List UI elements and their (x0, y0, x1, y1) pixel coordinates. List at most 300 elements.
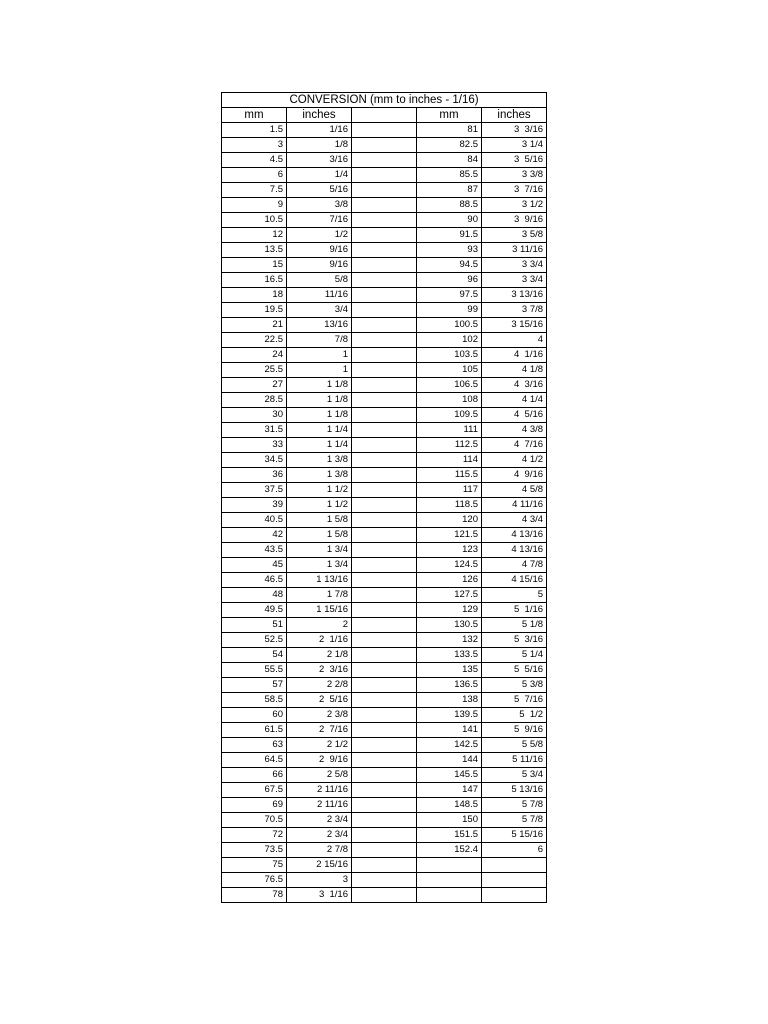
right-mm-cell (417, 888, 482, 903)
gap-cell (352, 198, 417, 213)
left-mm-cell: 28.5 (222, 393, 287, 408)
gap-cell (352, 633, 417, 648)
right-mm-cell: 90 (417, 213, 482, 228)
header-inches-right: inches (482, 108, 547, 123)
left-inches-cell: 1 1/8 (287, 378, 352, 393)
table-row (222, 798, 547, 813)
left-mm-cell: 19.5 (222, 303, 287, 318)
left-inches-cell: 11/16 (287, 288, 352, 303)
left-inches-cell: 2 3/8 (287, 708, 352, 723)
left-mm-cell: 66 (222, 768, 287, 783)
left-inches-cell: 1 (287, 348, 352, 363)
gap-cell (352, 393, 417, 408)
gap-cell (352, 438, 417, 453)
table-row (222, 423, 547, 438)
right-mm-cell: 117 (417, 483, 482, 498)
left-inches-cell: 2 7/8 (287, 843, 352, 858)
table-row (222, 618, 547, 633)
left-inches-cell: 2 3/4 (287, 828, 352, 843)
gap-cell (352, 798, 417, 813)
table-row (222, 453, 547, 468)
left-mm-cell: 37.5 (222, 483, 287, 498)
right-inches-cell: 5 5/8 (482, 738, 547, 753)
left-mm-cell: 36 (222, 468, 287, 483)
right-inches-cell (482, 873, 547, 888)
right-mm-cell: 124.5 (417, 558, 482, 573)
left-inches-cell: 2 (287, 618, 352, 633)
left-inches-cell: 7/8 (287, 333, 352, 348)
table-row (222, 558, 547, 573)
gap-cell (352, 648, 417, 663)
gap-cell (352, 828, 417, 843)
right-inches-cell: 4 7/16 (482, 438, 547, 453)
gap-cell (352, 333, 417, 348)
gap-cell (352, 363, 417, 378)
left-mm-cell: 21 (222, 318, 287, 333)
left-inches-cell: 2 1/2 (287, 738, 352, 753)
table-row (222, 693, 547, 708)
right-mm-cell: 133.5 (417, 648, 482, 663)
left-mm-cell: 15 (222, 258, 287, 273)
right-inches-cell: 4 3/4 (482, 513, 547, 528)
table-row (222, 318, 547, 333)
right-mm-cell: 81 (417, 123, 482, 138)
right-inches-cell: 4 1/16 (482, 348, 547, 363)
right-inches-cell: 3 1/2 (482, 198, 547, 213)
gap-cell (352, 543, 417, 558)
right-mm-cell: 126 (417, 573, 482, 588)
table-row (222, 723, 547, 738)
right-mm-cell: 129 (417, 603, 482, 618)
right-mm-cell: 108 (417, 393, 482, 408)
gap-cell (352, 723, 417, 738)
left-mm-cell: 34.5 (222, 453, 287, 468)
right-mm-cell: 145.5 (417, 768, 482, 783)
left-mm-cell: 4.5 (222, 153, 287, 168)
table-row (222, 843, 547, 858)
gap-cell (352, 138, 417, 153)
table-row (222, 648, 547, 663)
table-row (222, 438, 547, 453)
gap-cell (352, 693, 417, 708)
table-row (222, 588, 547, 603)
table-row (222, 888, 547, 903)
right-inches-cell: 3 7/16 (482, 183, 547, 198)
left-mm-cell: 13.5 (222, 243, 287, 258)
gap-cell (352, 243, 417, 258)
left-mm-cell: 10.5 (222, 213, 287, 228)
gap-cell (352, 378, 417, 393)
left-mm-cell: 27 (222, 378, 287, 393)
table-row (222, 738, 547, 753)
gap-cell (352, 588, 417, 603)
left-mm-cell: 16.5 (222, 273, 287, 288)
left-inches-cell: 3/4 (287, 303, 352, 318)
left-inches-cell: 1 5/8 (287, 513, 352, 528)
right-mm-cell: 102 (417, 333, 482, 348)
right-mm-cell: 136.5 (417, 678, 482, 693)
gap-cell (352, 153, 417, 168)
header-inches-left: inches (287, 108, 352, 123)
gap-cell (352, 498, 417, 513)
left-mm-cell: 7.5 (222, 183, 287, 198)
right-inches-cell: 4 11/16 (482, 498, 547, 513)
gap-cell (352, 213, 417, 228)
gap-cell (352, 183, 417, 198)
title-row (222, 93, 547, 108)
gap-cell (352, 843, 417, 858)
right-inches-cell: 3 1/4 (482, 138, 547, 153)
table-row (222, 678, 547, 693)
right-inches-cell: 6 (482, 843, 547, 858)
left-inches-cell: 7/16 (287, 213, 352, 228)
right-mm-cell (417, 858, 482, 873)
left-inches-cell: 2 15/16 (287, 858, 352, 873)
left-mm-cell: 58.5 (222, 693, 287, 708)
table-row (222, 213, 547, 228)
right-mm-cell: 148.5 (417, 798, 482, 813)
table-title: CONVERSION (mm to inches - 1/16) (222, 93, 547, 108)
right-inches-cell: 5 15/16 (482, 828, 547, 843)
left-inches-cell: 5/16 (287, 183, 352, 198)
left-inches-cell: 9/16 (287, 243, 352, 258)
left-mm-cell: 52.5 (222, 633, 287, 648)
left-mm-cell: 64.5 (222, 753, 287, 768)
table-row (222, 768, 547, 783)
right-inches-cell: 5 7/8 (482, 798, 547, 813)
gap-cell (352, 228, 417, 243)
header-gap (352, 108, 417, 123)
right-mm-cell: 96 (417, 273, 482, 288)
right-mm-cell: 103.5 (417, 348, 482, 363)
gap-cell (352, 408, 417, 423)
right-inches-cell: 4 1/2 (482, 453, 547, 468)
right-inches-cell: 3 11/16 (482, 243, 547, 258)
left-inches-cell: 2 1/16 (287, 633, 352, 648)
right-inches-cell: 4 7/8 (482, 558, 547, 573)
table-row (222, 483, 547, 498)
table-row (222, 543, 547, 558)
left-inches-cell: 2 11/16 (287, 783, 352, 798)
gap-cell (352, 423, 417, 438)
table-row (222, 783, 547, 798)
left-mm-cell: 40.5 (222, 513, 287, 528)
right-mm-cell: 138 (417, 693, 482, 708)
left-mm-cell: 61.5 (222, 723, 287, 738)
gap-cell (352, 513, 417, 528)
left-mm-cell: 43.5 (222, 543, 287, 558)
gap-cell (352, 348, 417, 363)
right-inches-cell: 4 (482, 333, 547, 348)
gap-cell (352, 738, 417, 753)
right-inches-cell: 5 1/2 (482, 708, 547, 723)
left-inches-cell: 1 13/16 (287, 573, 352, 588)
right-inches-cell: 3 3/8 (482, 168, 547, 183)
left-mm-cell: 18 (222, 288, 287, 303)
gap-cell (352, 873, 417, 888)
left-inches-cell: 1 1/8 (287, 393, 352, 408)
table-row (222, 333, 547, 348)
table-row (222, 198, 547, 213)
conversion-table (221, 92, 547, 903)
right-mm-cell: 142.5 (417, 738, 482, 753)
left-inches-cell: 2 1/8 (287, 648, 352, 663)
right-mm-cell: 99 (417, 303, 482, 318)
table-row (222, 528, 547, 543)
table-row (222, 873, 547, 888)
left-mm-cell: 3 (222, 138, 287, 153)
right-mm-cell: 130.5 (417, 618, 482, 633)
table-row (222, 513, 547, 528)
right-inches-cell: 3 5/16 (482, 153, 547, 168)
left-mm-cell: 25.5 (222, 363, 287, 378)
right-inches-cell: 4 13/16 (482, 528, 547, 543)
left-inches-cell: 1 3/4 (287, 558, 352, 573)
right-mm-cell: 84 (417, 153, 482, 168)
left-mm-cell: 63 (222, 738, 287, 753)
gap-cell (352, 678, 417, 693)
table-row (222, 468, 547, 483)
left-inches-cell: 3/16 (287, 153, 352, 168)
left-mm-cell: 45 (222, 558, 287, 573)
left-inches-cell: 2 9/16 (287, 753, 352, 768)
left-mm-cell: 69 (222, 798, 287, 813)
right-mm-cell: 97.5 (417, 288, 482, 303)
gap-cell (352, 528, 417, 543)
left-mm-cell: 24 (222, 348, 287, 363)
left-mm-cell: 39 (222, 498, 287, 513)
right-mm-cell: 105 (417, 363, 482, 378)
table-row (222, 363, 547, 378)
right-mm-cell: 109.5 (417, 408, 482, 423)
table-row (222, 273, 547, 288)
left-mm-cell: 57 (222, 678, 287, 693)
right-mm-cell: 139.5 (417, 708, 482, 723)
table-row (222, 348, 547, 363)
gap-cell (352, 618, 417, 633)
right-mm-cell: 91.5 (417, 228, 482, 243)
right-inches-cell: 3 3/16 (482, 123, 547, 138)
right-mm-cell: 151.5 (417, 828, 482, 843)
left-inches-cell: 9/16 (287, 258, 352, 273)
table-row (222, 243, 547, 258)
right-mm-cell: 94.5 (417, 258, 482, 273)
table-row (222, 393, 547, 408)
left-inches-cell: 1/16 (287, 123, 352, 138)
right-inches-cell: 3 9/16 (482, 213, 547, 228)
gap-cell (352, 258, 417, 273)
left-inches-cell: 13/16 (287, 318, 352, 333)
left-inches-cell: 1 5/8 (287, 528, 352, 543)
left-mm-cell: 42 (222, 528, 287, 543)
left-inches-cell: 3 1/16 (287, 888, 352, 903)
left-mm-cell: 12 (222, 228, 287, 243)
gap-cell (352, 168, 417, 183)
left-mm-cell: 49.5 (222, 603, 287, 618)
table-row (222, 288, 547, 303)
left-mm-cell: 76.5 (222, 873, 287, 888)
right-inches-cell: 5 3/16 (482, 633, 547, 648)
left-inches-cell: 2 7/16 (287, 723, 352, 738)
table-row (222, 153, 547, 168)
left-inches-cell: 1/4 (287, 168, 352, 183)
left-mm-cell: 6 (222, 168, 287, 183)
table-row (222, 408, 547, 423)
right-mm-cell: 135 (417, 663, 482, 678)
right-mm-cell: 88.5 (417, 198, 482, 213)
right-inches-cell: 4 5/8 (482, 483, 547, 498)
gap-cell (352, 753, 417, 768)
left-mm-cell: 78 (222, 888, 287, 903)
left-mm-cell: 22.5 (222, 333, 287, 348)
right-inches-cell: 4 3/16 (482, 378, 547, 393)
right-inches-cell (482, 888, 547, 903)
left-mm-cell: 60 (222, 708, 287, 723)
left-mm-cell: 54 (222, 648, 287, 663)
right-mm-cell: 132 (417, 633, 482, 648)
gap-cell (352, 303, 417, 318)
right-inches-cell: 5 11/16 (482, 753, 547, 768)
right-mm-cell: 127.5 (417, 588, 482, 603)
right-inches-cell: 4 15/16 (482, 573, 547, 588)
left-inches-cell: 3 (287, 873, 352, 888)
right-inches-cell: 5 (482, 588, 547, 603)
left-inches-cell: 1 1/2 (287, 498, 352, 513)
left-mm-cell: 46.5 (222, 573, 287, 588)
right-mm-cell: 106.5 (417, 378, 482, 393)
table-row (222, 228, 547, 243)
gap-cell (352, 573, 417, 588)
left-inches-cell: 1 1/2 (287, 483, 352, 498)
gap-cell (352, 273, 417, 288)
left-inches-cell: 2 2/8 (287, 678, 352, 693)
table-row (222, 378, 547, 393)
right-mm-cell: 120 (417, 513, 482, 528)
gap-cell (352, 483, 417, 498)
right-inches-cell: 4 5/16 (482, 408, 547, 423)
right-inches-cell: 5 13/16 (482, 783, 547, 798)
table-row (222, 828, 547, 843)
left-mm-cell: 30 (222, 408, 287, 423)
right-inches-cell: 4 13/16 (482, 543, 547, 558)
right-mm-cell: 115.5 (417, 468, 482, 483)
gap-cell (352, 858, 417, 873)
table-row (222, 753, 547, 768)
left-mm-cell: 55.5 (222, 663, 287, 678)
table-row (222, 663, 547, 678)
gap-cell (352, 288, 417, 303)
right-inches-cell: 4 9/16 (482, 468, 547, 483)
right-inches-cell: 3 3/4 (482, 258, 547, 273)
right-mm-cell: 150 (417, 813, 482, 828)
gap-cell (352, 123, 417, 138)
gap-cell (352, 783, 417, 798)
gap-cell (352, 888, 417, 903)
table-row (222, 708, 547, 723)
left-inches-cell: 1 3/8 (287, 468, 352, 483)
conversion-sheet (221, 92, 547, 903)
right-inches-cell: 3 5/8 (482, 228, 547, 243)
left-inches-cell: 1/8 (287, 138, 352, 153)
left-inches-cell: 2 11/16 (287, 798, 352, 813)
gap-cell (352, 453, 417, 468)
table-row (222, 858, 547, 873)
right-inches-cell: 4 1/8 (482, 363, 547, 378)
table-row (222, 138, 547, 153)
left-mm-cell: 1.5 (222, 123, 287, 138)
header-mm-right: mm (417, 108, 482, 123)
gap-cell (352, 708, 417, 723)
right-inches-cell: 3 7/8 (482, 303, 547, 318)
left-mm-cell: 72 (222, 828, 287, 843)
right-mm-cell: 87 (417, 183, 482, 198)
right-inches-cell: 5 3/4 (482, 768, 547, 783)
left-mm-cell: 48 (222, 588, 287, 603)
right-mm-cell: 141 (417, 723, 482, 738)
left-inches-cell: 1 3/8 (287, 453, 352, 468)
right-inches-cell: 5 1/16 (482, 603, 547, 618)
header-row (222, 108, 547, 123)
right-inches-cell: 5 1/8 (482, 618, 547, 633)
right-mm-cell: 152.4 (417, 843, 482, 858)
right-mm-cell: 112.5 (417, 438, 482, 453)
table-row (222, 813, 547, 828)
right-inches-cell: 5 5/16 (482, 663, 547, 678)
right-inches-cell: 3 3/4 (482, 273, 547, 288)
left-inches-cell: 1 1/4 (287, 423, 352, 438)
left-inches-cell: 2 3/16 (287, 663, 352, 678)
right-inches-cell: 4 3/8 (482, 423, 547, 438)
right-mm-cell (417, 873, 482, 888)
left-inches-cell: 2 5/8 (287, 768, 352, 783)
gap-cell (352, 813, 417, 828)
left-mm-cell: 73.5 (222, 843, 287, 858)
table-row (222, 183, 547, 198)
table-row (222, 633, 547, 648)
left-inches-cell: 1 3/4 (287, 543, 352, 558)
left-mm-cell: 75 (222, 858, 287, 873)
right-inches-cell: 3 15/16 (482, 318, 547, 333)
table-row (222, 603, 547, 618)
left-inches-cell: 2 5/16 (287, 693, 352, 708)
right-inches-cell: 5 7/8 (482, 813, 547, 828)
left-inches-cell: 1 15/16 (287, 603, 352, 618)
gap-cell (352, 768, 417, 783)
left-mm-cell: 31.5 (222, 423, 287, 438)
left-inches-cell: 5/8 (287, 273, 352, 288)
right-inches-cell (482, 858, 547, 873)
left-mm-cell: 51 (222, 618, 287, 633)
right-mm-cell: 82.5 (417, 138, 482, 153)
table-row (222, 573, 547, 588)
right-mm-cell: 85.5 (417, 168, 482, 183)
right-mm-cell: 111 (417, 423, 482, 438)
table-row (222, 168, 547, 183)
right-mm-cell: 123 (417, 543, 482, 558)
right-inches-cell: 3 13/16 (482, 288, 547, 303)
table-row (222, 258, 547, 273)
right-mm-cell: 147 (417, 783, 482, 798)
right-inches-cell: 5 1/4 (482, 648, 547, 663)
right-mm-cell: 121.5 (417, 528, 482, 543)
right-inches-cell: 5 3/8 (482, 678, 547, 693)
left-inches-cell: 1 7/8 (287, 588, 352, 603)
right-inches-cell: 5 7/16 (482, 693, 547, 708)
gap-cell (352, 468, 417, 483)
gap-cell (352, 663, 417, 678)
header-mm-left: mm (222, 108, 287, 123)
table-row (222, 303, 547, 318)
